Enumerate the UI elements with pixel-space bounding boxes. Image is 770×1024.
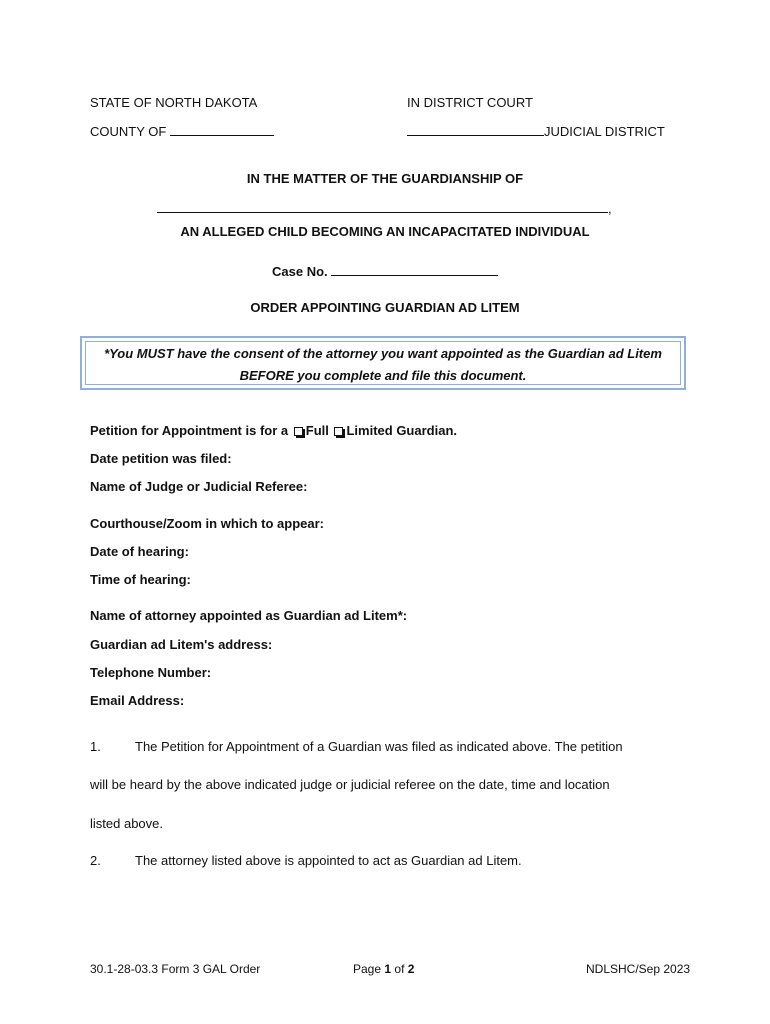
date-filed-label: Date petition was filed:	[90, 451, 232, 466]
email-label: Email Address:	[90, 693, 185, 708]
petition-type-label: Petition for Appointment is for a	[90, 423, 289, 438]
county-blank[interactable]	[170, 123, 274, 136]
hearing-date-label: Date of hearing:	[90, 544, 189, 559]
court-label: IN DISTRICT COURT	[407, 95, 533, 110]
footer-revision: NDLSHC/Sep 2023	[586, 962, 691, 976]
gal-address-label: Guardian ad Litem's address:	[90, 637, 273, 652]
footer-page-number	[353, 961, 414, 977]
respondent-comma: ,	[608, 201, 612, 216]
consent-notice-line-2: BEFORE you complete and file this document.	[239, 368, 527, 383]
judge-label: Name of Judge or Judicial Referee:	[90, 479, 308, 494]
paragraph-2-text: The attorney listed above is appointed to act as Guardian ad Litem.	[135, 853, 522, 868]
consent-notice-box	[80, 336, 686, 390]
petition-type-line	[90, 423, 457, 439]
full-guardian-checkbox[interactable]	[294, 427, 303, 436]
case-number-label: Case No.	[272, 264, 328, 279]
consent-notice-line-1: *You MUST have the consent of the attorney you want appointed as the Guardian ad Litem	[104, 346, 662, 361]
case-number-blank[interactable]	[331, 263, 498, 276]
courthouse-label: Courthouse/Zoom in which to appear:	[90, 516, 324, 531]
footer-page-current: 1	[384, 962, 392, 976]
hearing-time-label: Time of hearing:	[90, 572, 191, 587]
subject-heading: AN ALLEGED CHILD BECOMING AN INCAPACITATED INDIVIDUAL	[180, 224, 590, 239]
document-title: ORDER APPOINTING GUARDIAN AD LITEM	[250, 300, 520, 315]
district-blank[interactable]	[407, 123, 544, 136]
footer-of-word: of	[394, 962, 405, 976]
footer-page-word: Page	[353, 962, 382, 976]
respondent-blank[interactable]	[157, 200, 608, 213]
limited-guardian-label: Limited Guardian.	[346, 423, 457, 438]
district-label: JUDICIAL DISTRICT	[544, 124, 665, 139]
attorney-label: Name of attorney appointed as Guardian ad Litem*:	[90, 608, 408, 623]
paragraph-1-number: 1.	[90, 739, 101, 754]
paragraph-1-line-2: will be heard by the above indicated judge or judicial referee on the date, time and location	[90, 777, 610, 792]
county-label: COUNTY OF	[90, 124, 167, 139]
state-label: STATE OF NORTH DAKOTA	[90, 95, 258, 110]
district-line	[407, 123, 665, 140]
paragraph-1-line-3: listed above.	[90, 816, 163, 831]
matter-heading: IN THE MATTER OF THE GUARDIANSHIP OF	[246, 171, 524, 186]
county-line	[90, 123, 274, 140]
paragraph-1-line-1: The Petition for Appointment of a Guardian was filed as indicated above. The petition	[135, 739, 623, 754]
respondent-line	[157, 200, 612, 217]
footer-form-id: 30.1-28-03.3 Form 3 GAL Order	[90, 962, 261, 976]
full-guardian-label: Full	[305, 423, 329, 438]
limited-guardian-checkbox[interactable]	[334, 427, 343, 436]
footer-page-total: 2	[407, 962, 415, 976]
paragraph-2-number: 2.	[90, 853, 101, 868]
telephone-label: Telephone Number:	[90, 665, 212, 680]
case-number-line	[272, 263, 498, 280]
